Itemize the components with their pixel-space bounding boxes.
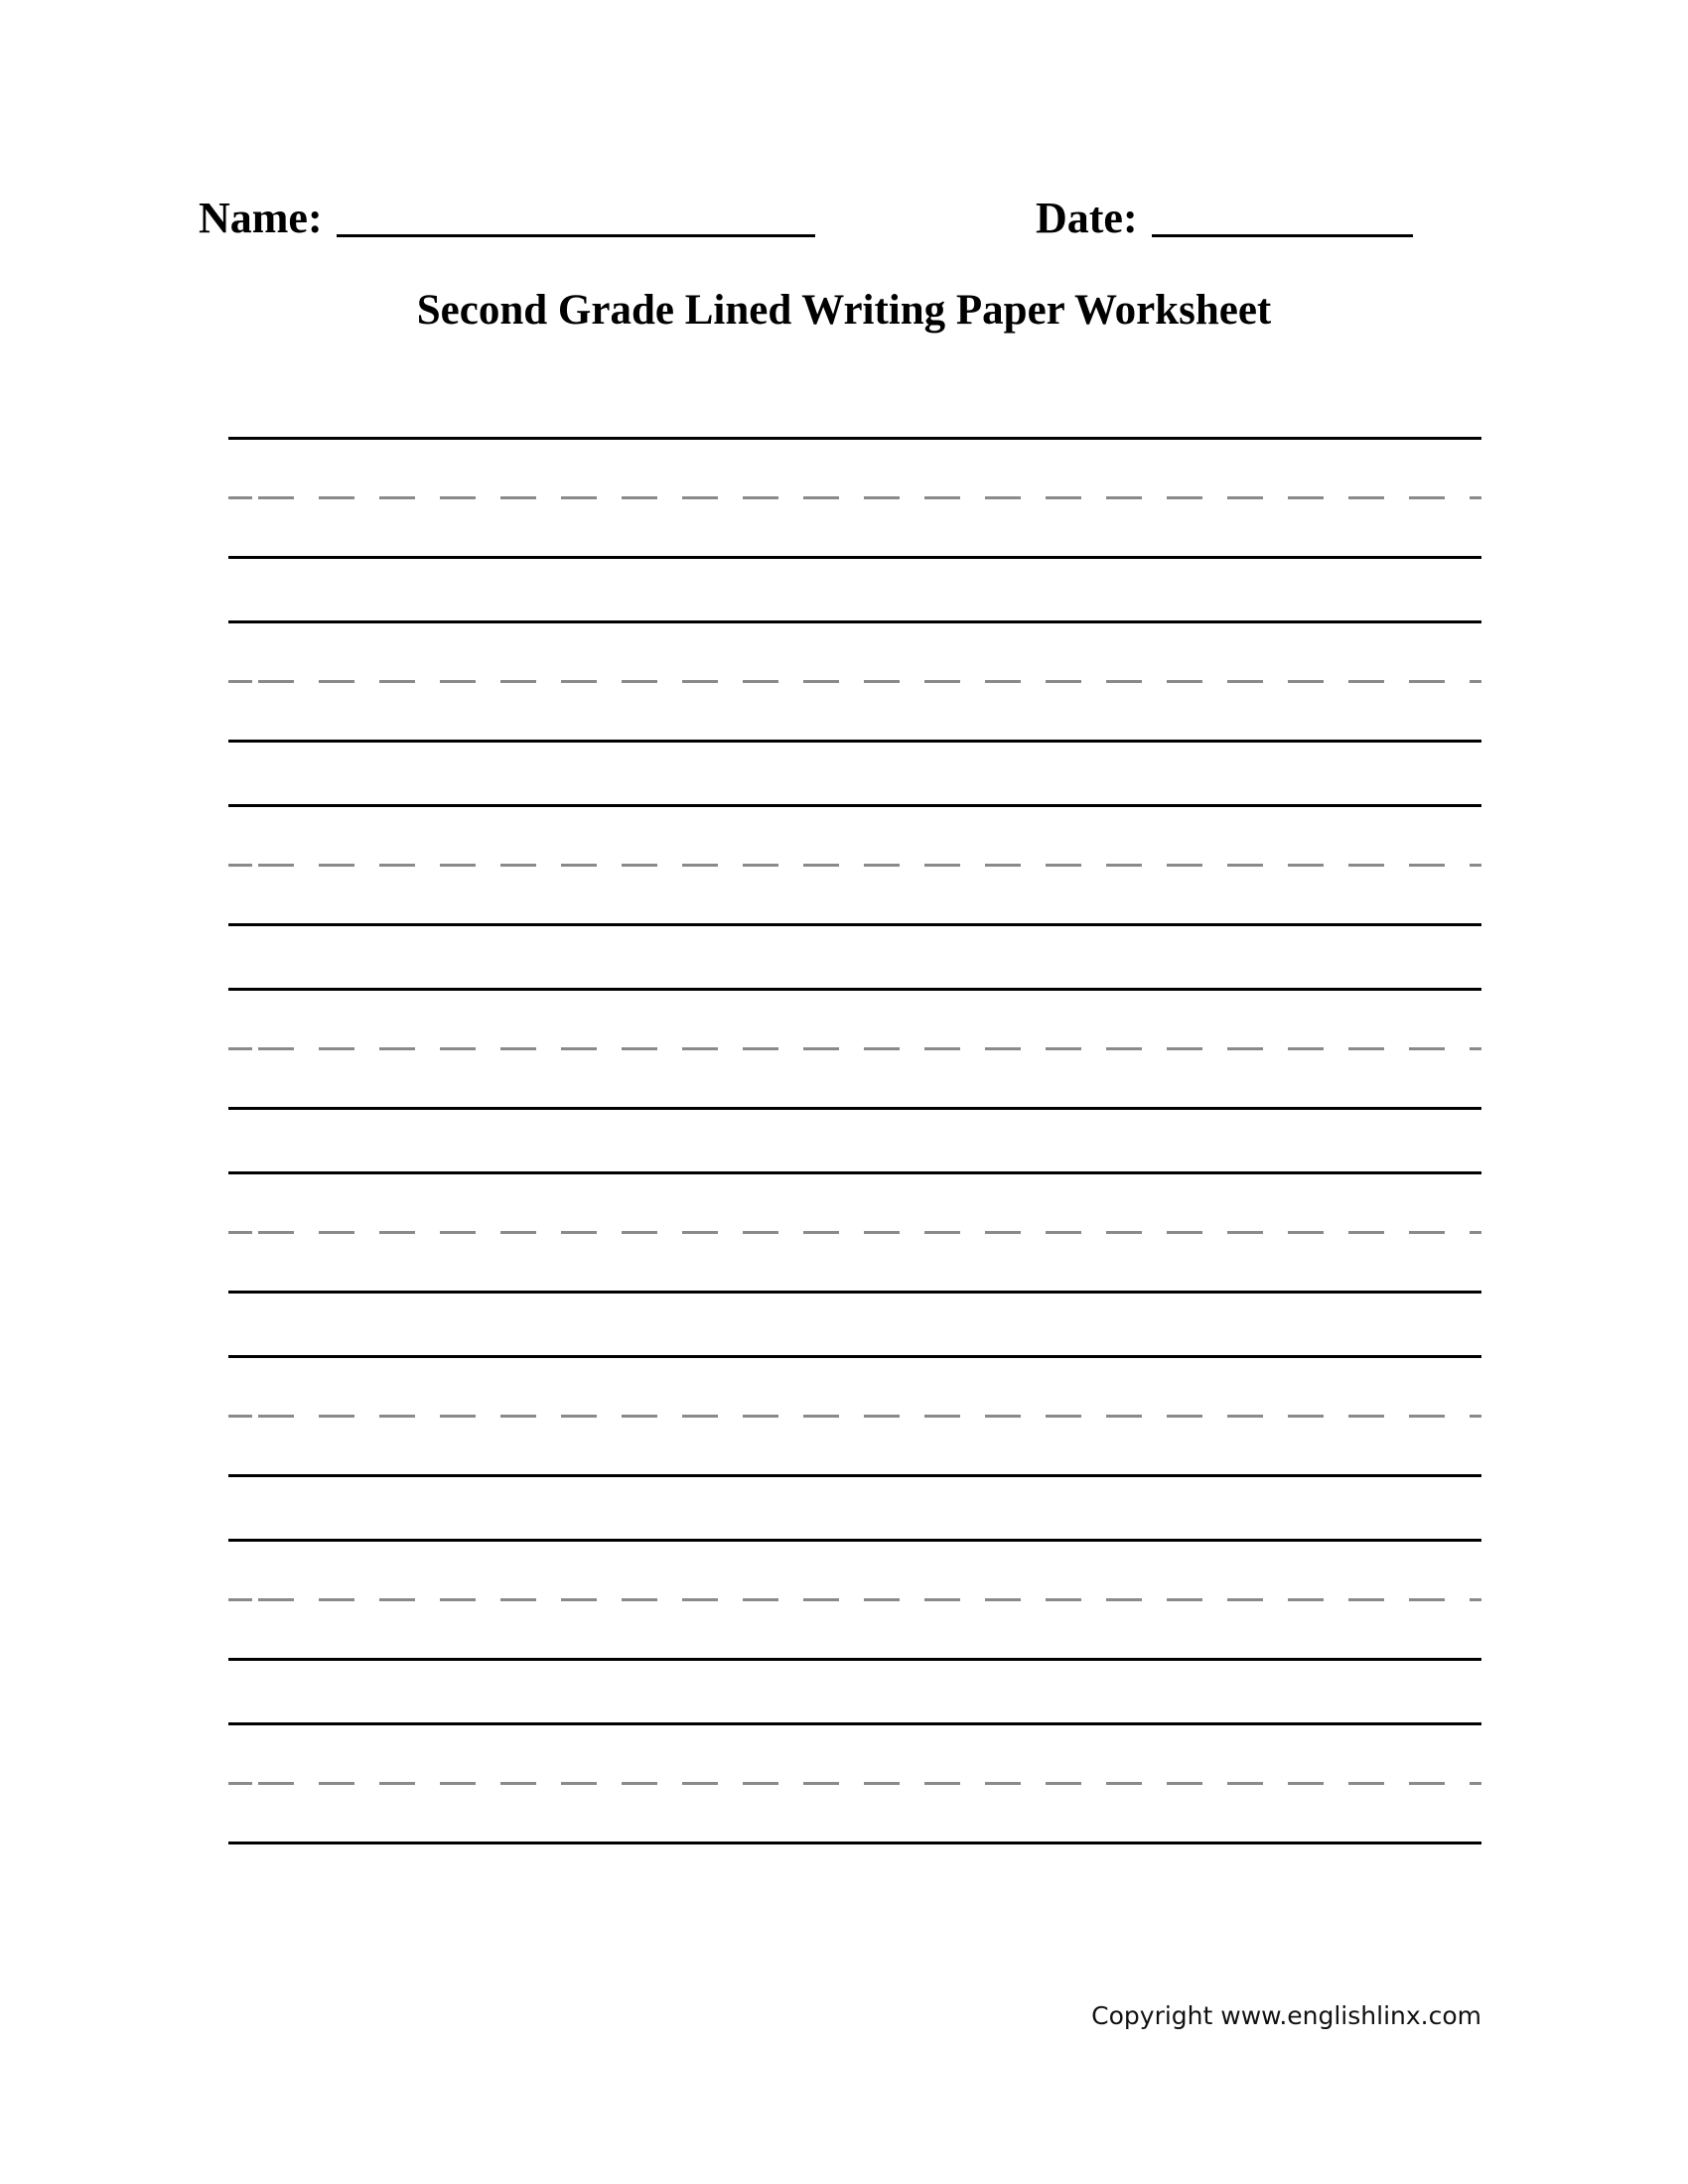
name-field <box>199 194 815 243</box>
writing-area[interactable] <box>228 437 1481 1906</box>
top-line <box>228 437 1481 440</box>
baseline <box>228 1474 1481 1477</box>
baseline <box>228 923 1481 926</box>
midline-dashed <box>228 1598 1481 1601</box>
baseline <box>228 740 1481 743</box>
name-blank-line[interactable] <box>337 234 815 237</box>
midline-dashed <box>228 680 1481 683</box>
midline-dashed <box>228 1047 1481 1050</box>
date-field <box>1036 194 1413 243</box>
midline-dashed <box>228 1782 1481 1785</box>
top-line <box>228 988 1481 991</box>
top-line <box>228 1539 1481 1542</box>
top-line <box>228 804 1481 807</box>
baseline <box>228 556 1481 559</box>
top-line <box>228 1722 1481 1725</box>
baseline <box>228 1291 1481 1294</box>
midline-dashed <box>228 1415 1481 1418</box>
top-line <box>228 1171 1481 1174</box>
worksheet-header <box>199 194 1489 253</box>
copyright-notice: Copyright www.englishlinx.com <box>1091 2001 1481 2030</box>
date-blank-line[interactable] <box>1152 234 1413 237</box>
baseline <box>228 1842 1481 1844</box>
baseline <box>228 1658 1481 1661</box>
midline-dashed <box>228 1231 1481 1234</box>
midline-dashed <box>228 864 1481 867</box>
midline-dashed <box>228 496 1481 499</box>
name-label: Name: <box>199 194 323 242</box>
date-label: Date: <box>1036 194 1138 242</box>
top-line <box>228 620 1481 623</box>
baseline <box>228 1107 1481 1110</box>
top-line <box>228 1355 1481 1358</box>
page-title: Second Grade Lined Writing Paper Worksheet <box>416 287 1272 334</box>
